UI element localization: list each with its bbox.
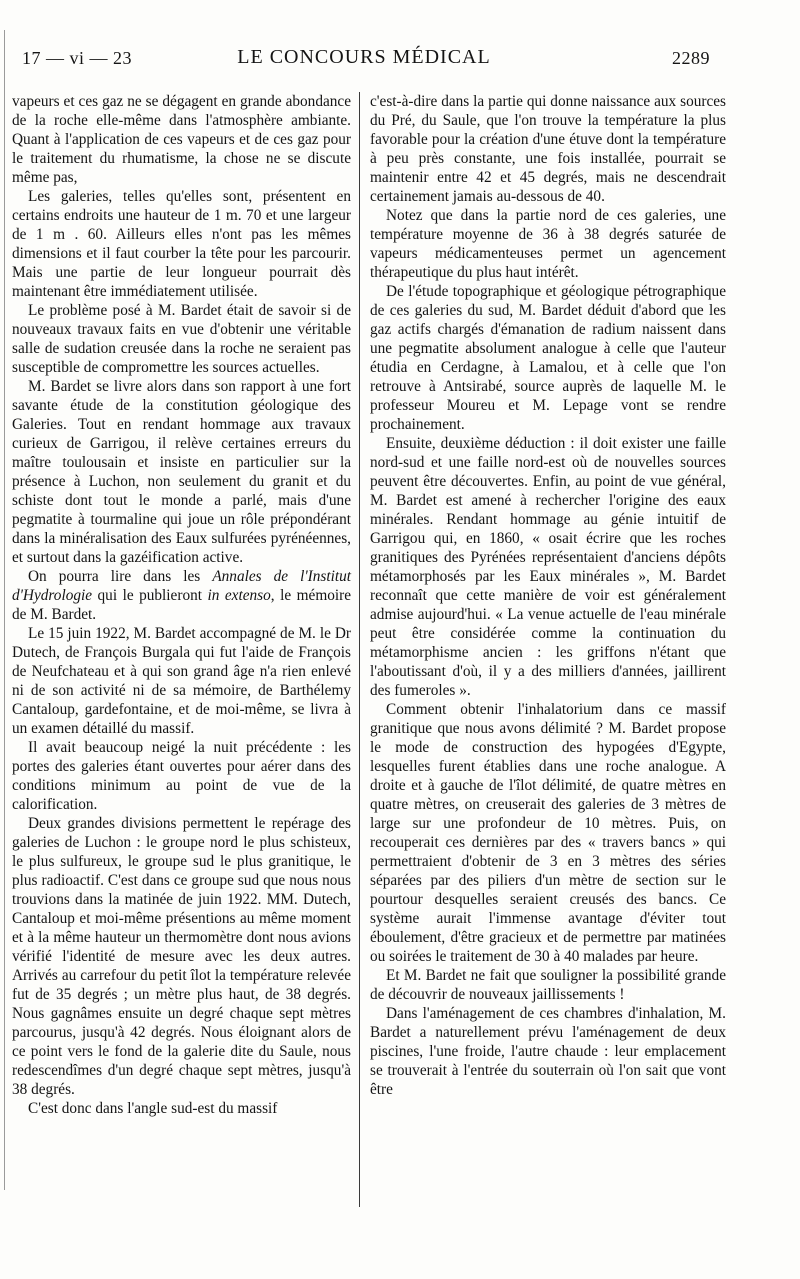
text-run: , le mémoire de M. Bardet. [12, 587, 351, 623]
paragraph: Notez que dans la partie nord de ces galeries, une température moyenne de 36 à 38 degrés saturée de vapeurs médicamenteuses permet un agencement thérapeutique du plus haut intérêt. [370, 207, 726, 281]
right-column [370, 92, 726, 1099]
paragraph: Le problème posé à M. Bardet était de savoir si de nouveaux travaux faits en vue d'obtenir une véritable salle de sudation creusée dans la roche ne seraient pas susceptible de compromettre les sources actuelles. [12, 302, 351, 376]
header-journal-title: LE CONCOURS MÉDICAL [237, 46, 491, 68]
header-date: 17 — vi — 23 [22, 48, 133, 68]
paragraph: Il avait beaucoup neigé la nuit précédente : les portes des galeries étant ouvertes pour aérer dans des conditions minimum au point de vue de la calorification. [12, 739, 351, 813]
paragraph: Ensuite, deuxième déduction : il doit exister une faille nord-sud et une faille nord-est où de nouvelles sources peuvent être découvertes. Enfin, au point de vue général, M. Bardet est amené à rechercher l'origine des eaux minérales. Rendant hommage au génie intuitif de Garrigou qui, en 1860, « osait écrire que les roches granitiques des Pyrénées représentaient d'anciens dépôts métamorphosés par les Eaux minérales », M. Bardet reconnaît que cette manière de voir est généralement admise aujourd'hui. « La venue actuelle de l'eau minérale peut être considérée comme la continuation du métamorphisme ancien : les griffons n'étant que l'aboutissant d'où, il y a des milliers d'années, jaillirent des fumeroles ». [370, 435, 726, 699]
italic-journal-title: Annales de l'Institut d'Hydrologie [12, 568, 352, 604]
paragraph: De l'étude topographique et géologique pétrographique de ces galeries du sud, M. Bardet déduit d'abord que les gaz actifs chargés d'émanation de radium naissent dans une pegmatite absolument analogue à celle que l'auteur étudia en Cerdagne, à Lamalou, et à celle que l'on retrouve à Antsirabé, source auprès de laquelle M. le professeur Moureu et M. Lepage vont se rendre prochainement. [370, 283, 726, 433]
binding-edge-line [4, 30, 5, 1190]
paragraph: Dans l'aménagement de ces chambres d'inhalation, M. Bardet a naturellement prévu l'aménagement de deux piscines, l'une froide, l'autre chaude : leur emplacement se trouverait à l'entrée du souterrain où l'on sait que vont être [370, 1005, 726, 1098]
paragraph: c'est-à-dire dans la partie qui donne naissance aux sources du Pré, du Saule, que l'on trouve la température la plus favorable pour la création d'une étuve dont la température à peu près constante, une fois installée, pourrait se maintenir entre 42 et 45 degrés, mais ne descendrait certainement jamais au-dessous de 40. [370, 93, 726, 205]
paragraph: Deux grandes divisions permettent le repérage des galeries de Luchon : le groupe nord le plus schisteux, le plus sulfureux, le groupe sud le plus granitique, le plus radioactif. C'est dans ce groupe sud que nous nous trouvions dans la matinée de juin 1922. MM. Dutech, Cantaloup et moi-même présentions au même moment et à la même hauteur un thermomètre dont nous avions vérifié l'identité de mesure avec les deux autres. Arrivés au carrefour du petit îlot la température relevée fut de 35 degrés ; un mètre plus haut, de 38 degrés. Nous gagnâmes ensuite un degré chaque sept mètres parcourus, jusqu'à 42 degrés. Nous éloignant alors de ce point vers le fond de la galerie dite du Saule, nous redescendîmes d'un degré chaque sept mètres, jusqu'à 38 degrés. [12, 815, 351, 1098]
column-divider [359, 92, 360, 1207]
paragraph: Les galeries, telles qu'elles sont, présentent en certains endroits une hauteur de 1 m. 70 et une largeur de 1 m . 60. Ailleurs elles n'ont pas les mêmes dimensions et il faut courber la tête pour les parcourir. Mais une partie de leur longueur pourrait dès maintenant être immédiatement utilisée. [12, 188, 351, 300]
running-header [18, 44, 710, 72]
paragraph: M. Bardet se livre alors dans son rapport à une fort savante étude de la constitution géologique des Galeries. Tout en rendant hommage aux travaux curieux de Garrigou, il relève certaines erreurs du maître toulousain et insiste en particulier sur la présence à Luchon, non seulement du granit et du schiste dont tout le monde a parlé, mais d'une pegmatite à tourmaline qui joue un rôle prépondérant dans la minéralisation des Eaux sulfurées pyrénéennes, et surtout dans la gazéification active. [12, 378, 351, 566]
paragraph: Et M. Bardet ne fait que souligner la possibilité grande de découvrir de nouveaux jaillissements ! [370, 967, 726, 1003]
paragraph: vapeurs et ces gaz ne se dégagent en grande abondance de la roche elle-même dans l'atmosphère ambiante. Quant à l'application de ces vapeurs et de ces gaz pour le traitement du rhumatisme, la chose ne se discute même pas, [12, 93, 351, 186]
paragraph: C'est donc dans l'angle sud-est du massif [28, 1100, 278, 1117]
paragraph: Comment obtenir l'inhalatorium dans ce massif granitique que nous avons délimité ? M. Bardet propose le mode de construction des hypogées d'Egypte, lesquelles furent établies dans une roche analogue. A droite et à gauche de l'îlot délimité, de quatre mètres en quatre mètres, on creuserait des galeries de 3 mètres de large sur une profondeur de 10 mètres. Puis, on recouperait ces dernières par des « travers bancs » qui permettraient d'obtenir de 3 en 3 mètres des séries séparées par des piliers d'un mètre de section sur le pourtour desquelles seraient creusés des bancs. Ce système aurait l'immense avantage d'éviter tout éboulement, d'être gracieux et de permettre par matinées ou soirées le traitement de 30 à 40 malades par heure. [370, 701, 726, 965]
text-run: qui le publieront [92, 587, 208, 604]
left-column [12, 92, 351, 1118]
italic-phrase: in extenso [207, 587, 271, 604]
paragraph: Le 15 juin 1922, M. Bardet accompagné de M. le Dr Dutech, de François Burgala qui fut l'aide de François de Neufchateau et à qui son grand âge n'a rien enlevé ni de son activité ni de sa mémoire, de Barthélemy Cantaloup, gardefontaine, et de moi-même, se livra à un examen détaillé du massif. [12, 625, 351, 737]
paragraph-annales-reference [12, 567, 351, 624]
header-page-number: 2289 [672, 48, 710, 68]
text-run: On pourra lire dans les [28, 568, 213, 585]
